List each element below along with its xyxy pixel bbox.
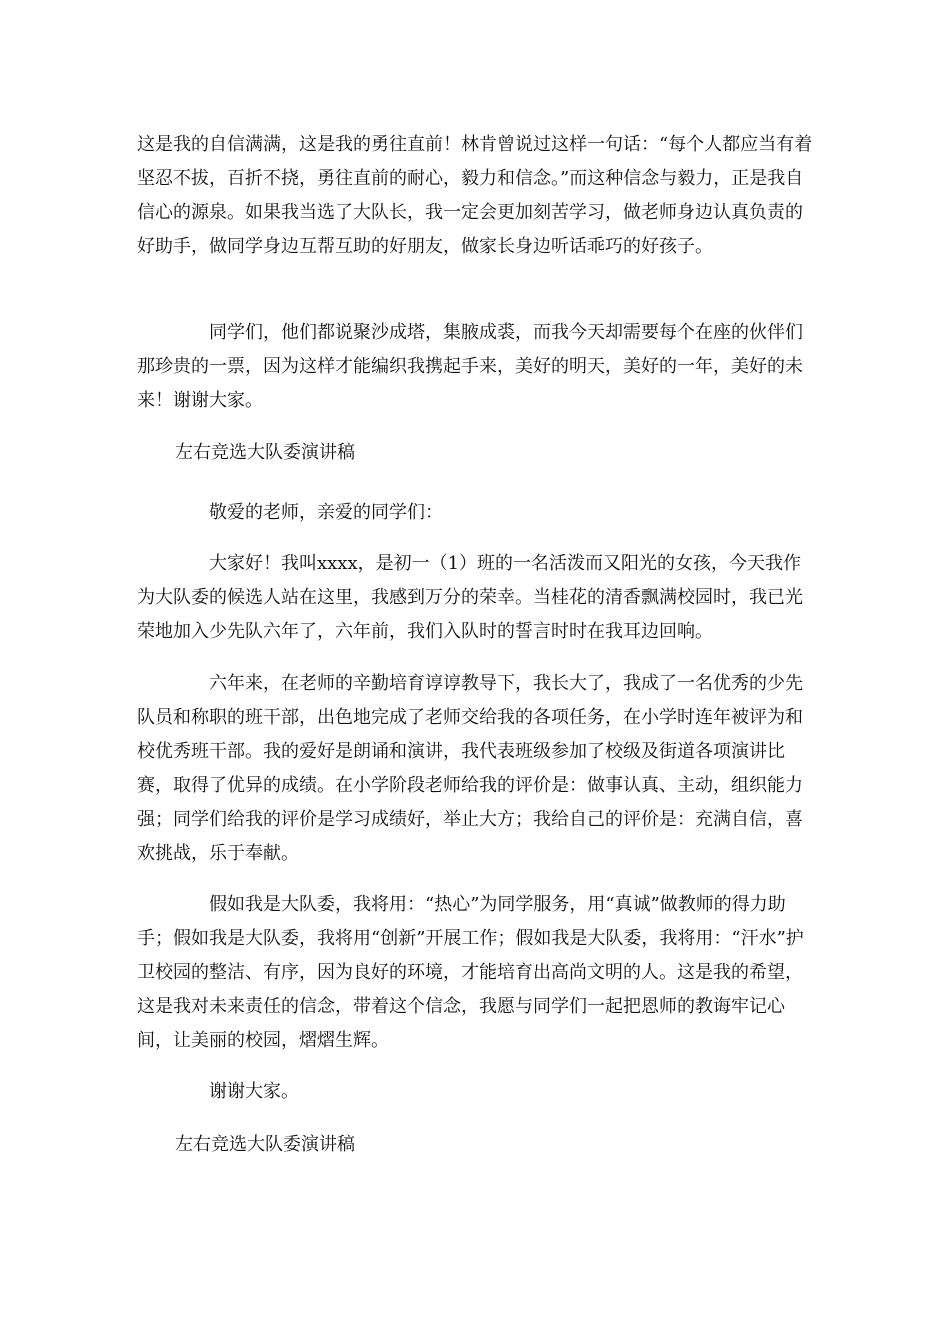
- section-heading-repeat: 左右竞选大队委演讲稿: [175, 1134, 355, 1155]
- closing-thanks: 谢谢大家。: [209, 1081, 299, 1102]
- paragraph-classmates: 同学们，他们都说聚沙成塔，集腋成裘，而我今天却需要每个在座的伙伴们那珍贵的一票，因为这样才能编织我携起手来，美好的明天，美好的一年，美好的未来！谢谢大家。: [137, 322, 803, 411]
- section-heading: 左右竞选大队委演讲稿: [175, 442, 355, 463]
- paragraph-confidence: 这是我的自信满满，这是我的勇往直前！林肯曾说过这样一句话：“每个人都应当有着坚忍不拔，百折不挠，勇往直前的耐心，毅力和信念。”而这种信念与毅力，正是我自信心的源泉。如果我当选了大队长，我一定会更加刻苦学习，做老师身边认真负责的好助手，做同学身边互帮互助的好朋友，做家长身边听话乖巧的好孩子。: [137, 134, 813, 257]
- paragraph-if-elected: 假如我是大队委，我将用：“热心”为同学服务，用“真诚”做教师的得力助手；假如我是大队委，我将用“创新”开展工作；假如我是大队委，我将用：“汗水”护卫校园的整洁、有序，因为良好的环境，才能培育出高尚文明的人。这是我的希望，这是我对未来责任的信念，带着这个信念，我愿与同学们一起把恩师的教诲牢记心间，让美丽的校园，熠熠生辉。: [137, 894, 804, 1051]
- paragraph-introduction: 大家好！我叫xxxx，是初一（1）班的一名活泼而又阳光的女孩，今天我作为大队委的候选人站在这里，我感到万分的荣幸。当桂花的清香飘满校园时，我已光荣地加入少先队六年了，六年前，我们入队时的誓言时时在我耳边回响。: [137, 553, 803, 642]
- salutation: 敬爱的老师，亲爱的同学们：: [209, 502, 443, 523]
- paragraph-six-years: 六年来，在老师的辛勤培育谆谆教导下，我长大了，我成了一名优秀的少先队员和称职的班干部，出色地完成了老师交给我的各项任务，在小学时连年被评为和校优秀班干部。我的爱好是朗诵和演讲，我代表班级参加了校级及街道各项演讲比赛，取得了优异的成绩。在小学阶段老师给我的评价是：做事认真、主动，组织能力强；同学们给我的评价是学习成绩好，举止大方；我给自己的评价是：充满自信，喜欢挑战，乐于奉献。: [137, 673, 803, 864]
